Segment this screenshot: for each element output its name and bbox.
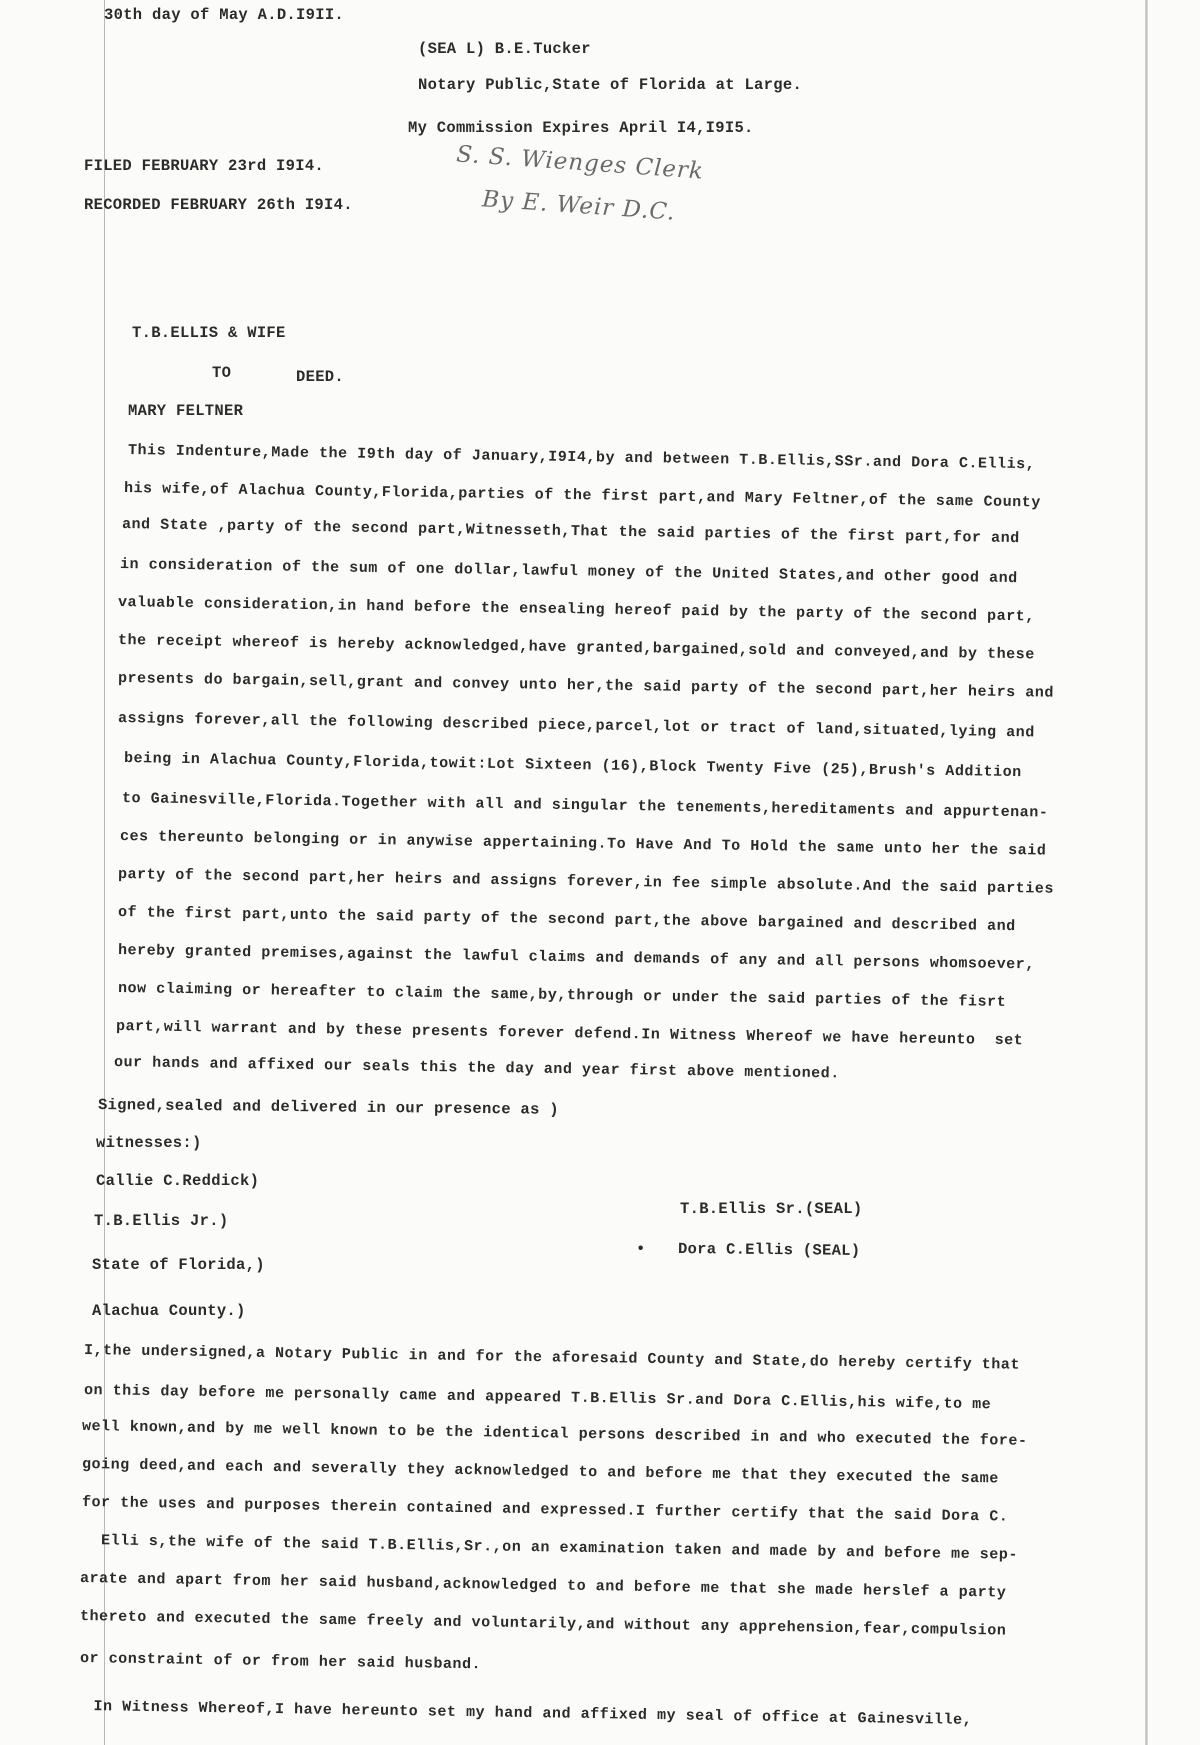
caption-to: TO xyxy=(212,364,232,382)
acknowledgment-line: Elli s,the wife of the said T.B.Ellis,Sr.,on an examination taken and made by and before me sep- xyxy=(81,1532,1019,1564)
grantor-caption: T.B.ELLIS & WIFE xyxy=(132,324,286,342)
deed-line: in consideration of the sum of one dollar,lawful money of the United States,and other good and xyxy=(119,556,1018,588)
left-margin-rule xyxy=(104,0,105,1745)
prior-date-line: 30th day of May A.D.I9II. xyxy=(104,6,345,24)
deed-line: being in Alachua County,Florida,towit:Lot Sixteen (16),Block Twenty Five (25),Brush's Addition xyxy=(123,750,1022,782)
page-edge-shadow xyxy=(1145,0,1148,1745)
venue-county: Alachua County.) xyxy=(92,1302,246,1320)
deed-line: our hands and affixed our seals this the day and year first above mentioned. xyxy=(113,1054,840,1083)
caption-instrument: DEED. xyxy=(296,368,345,386)
acknowledgment-line: or constraint of or from her said husband. xyxy=(79,1650,482,1674)
deputy-clerk-signature: By E. Weir D.C. xyxy=(481,186,677,226)
acknowledgment-line: thereto and executed the same freely and voluntarily,and without any apprehension,fear,compulsion xyxy=(79,1608,1007,1640)
deed-line: This Indenture,Made the I9th day of January,I9I4,by and between T.B.Ellis,SSr.and Dora C.Ellis, xyxy=(127,442,1036,474)
grantee-caption: MARY FELTNER xyxy=(128,402,244,420)
deed-line: hereby granted premises,against the lawful claims and demands of any and all persons whomsoever, xyxy=(117,942,1035,974)
notary-title: Notary Public,State of Florida at Large. xyxy=(418,76,803,94)
signer-1: T.B.Ellis Sr.(SEAL) xyxy=(680,1200,863,1218)
deed-line: the receipt whereof is hereby acknowledged,have granted,bargained,sold and conveyed,and by these xyxy=(117,632,1035,664)
acknowledgment-line: I,the undersigned,a Notary Public in and for the aforesaid County and State,do hereby certify that xyxy=(83,1342,1021,1374)
witness-2: T.B.Ellis Jr.) xyxy=(94,1212,229,1230)
deed-line: now claiming or hereafter to claim the same,by,through or under the said parties of the fisrt xyxy=(117,980,1007,1011)
deed-line: to Gainesville,Florida.Together with all and singular the tenements,hereditaments and appurtenan- xyxy=(121,790,1049,822)
deed-line: of the first part,unto the said party of the second part,the above bargained and described and xyxy=(117,904,1016,936)
deed-line: and State ,party of the second part,Witnesseth,That the said parties of the first part,for and xyxy=(121,516,1020,548)
acknowledgment-line: In Witness Whereof,I have hereunto set my hand and affixed my seal of office at Gainesville, xyxy=(83,1698,973,1729)
acknowledgment-line: on this day before me personally came and appeared T.B.Ellis Sr.and Dora C.Ellis,his wife,to me xyxy=(83,1382,992,1414)
filed-date: FILED FEBRUARY 23rd I9I4. xyxy=(84,157,325,175)
deed-line: his wife,of Alachua County,Florida,parties of the first part,and Mary Feltner,of the same County xyxy=(123,480,1041,512)
witnesses-label: witnesses:) xyxy=(96,1134,202,1152)
acknowledgment-line: well known,and by me well known to be the identical persons described in and who executed the fore- xyxy=(81,1418,1028,1450)
signed-sealed-line: Signed,sealed and delivered in our presence as ) xyxy=(97,1096,559,1119)
deed-line: ces thereunto belonging or in anywise appertaining.To Have And To Hold the same unto her the said xyxy=(119,828,1047,860)
signer-bullet: • xyxy=(636,1240,646,1258)
acknowledgment-line: going deed,and each and severally they acknowledged to and before me that they executed the same xyxy=(81,1456,999,1488)
deed-line: part,will warrant and by these presents forever defend.In Witness Whereof we have hereunto set xyxy=(115,1018,1024,1050)
deed-line: presents do bargain,sell,grant and convey unto her,the said party of the second part,her heirs and xyxy=(117,670,1055,702)
acknowledgment-line: for the uses and purposes therein contained and expressed.I further certify that the said Dora C. xyxy=(81,1494,1009,1526)
clerk-signature: S. S. Wienges Clerk xyxy=(455,141,705,185)
deed-line: assigns forever,all the following described piece,parcel,lot or tract of land,situated,lying and xyxy=(117,710,1035,742)
commission-expiry: My Commission Expires April I4,I9I5. xyxy=(408,119,754,137)
signer-2: Dora C.Ellis (SEAL) xyxy=(677,1240,861,1260)
witness-1: Callie C.Reddick) xyxy=(96,1172,260,1190)
recorded-date: RECORDED FEBRUARY 26th I9I4. xyxy=(84,196,353,214)
acknowledgment-line: arate and apart from her said husband,acknowledged to and before me that she made herslef a party xyxy=(79,1570,1007,1602)
deed-line: party of the second part,her heirs and assigns forever,in fee simple absolute.And the said parties xyxy=(117,866,1055,898)
notary-seal-name: (SEA L) B.E.Tucker xyxy=(418,40,591,58)
deed-line: valuable consideration,in hand before the ensealing hereof paid by the party of the second part, xyxy=(117,594,1035,626)
venue-state: State of Florida,) xyxy=(92,1256,265,1274)
